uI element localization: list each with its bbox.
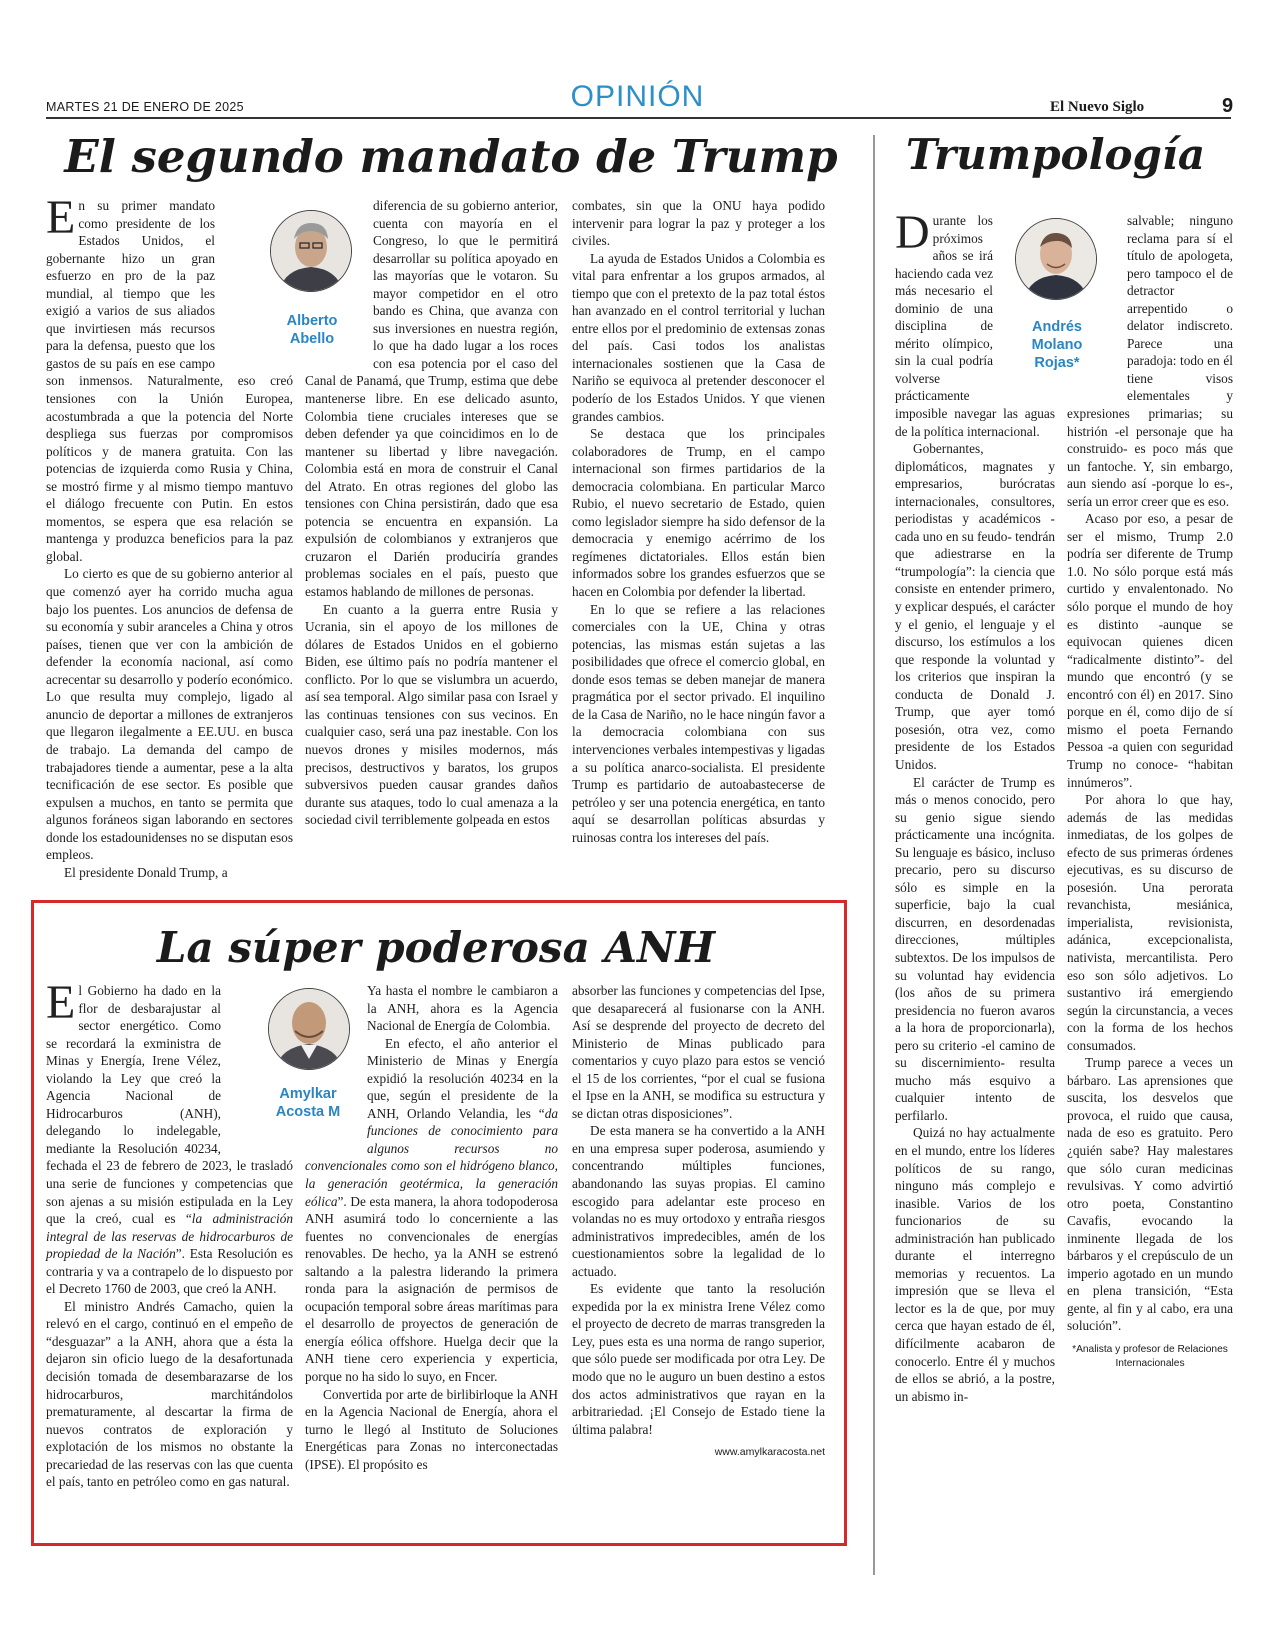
article-title: El segundo mandato de Trump: [64, 130, 838, 183]
article-column: [46, 976, 293, 1491]
author-first-name: Alberto: [286, 313, 338, 329]
paragraph: Trump parece a veces un bárbaro. Las aprensiones que suscita, los desvelos que provoca, el ruido que causa, nada de eso es gratuito. Pero ¿quién sabe? Hay malestares que sólo curan medicinas revulsivas. Y como advirtió otro poeta, Constantino Cavafis, evocando la inminente llegada de los bárbaros y el crepúsculo de un imperio agotado en un mundo en plena transición, “Esta gente, al fin y al cabo, era una solución”.: [1067, 1055, 1233, 1334]
article-column: [572, 197, 825, 846]
paragraph: En lo que se refiere a las relaciones comerciales con la UE, China y otras potencias, las mismas están sujetas a las posibilidades que ofrece el comercio global, en donde esos temas se deben manejar de manera pragmática por el sector privado. El inquilino de la Casa de Nariño, no le hace ningún favor a la democracia colombiana con sus intervenciones verbales intempestivas y ligadas a su política anarco-socialista. El presidente Trump es partidario de autoabastecerse de petróleo y ser una potencia energética, en tanto aquí se desarrollan políticas absurdas y ruinosas contra los intereses del país.: [572, 601, 825, 845]
paragraph: Es evidente que tanto la resolución expedida por la ex ministra Irene Vélez como el proyecto de decreto de marras transgreden la Ley, pues esta es una norma de rango superior, que sólo puede ser modificada por otra Ley. De modo que no le auguro un buen destino a estos dos actos administrativos que rayan en la arbitrariedad. ¡El Consejo de Estado tiene la última palabra!: [572, 1281, 825, 1437]
author-first-name: Amylkar: [279, 1086, 337, 1102]
paragraph: combates, sin que la ONU haya podido intervenir para lograr la paz y proteger a los civiles.: [572, 198, 825, 249]
paragraph: Durante los próximos años se irá haciendo cada vez más necesario el dominio de una disciplina de mérito olímpico, sin la cual podría volverse prácticamente imposible navegar las aguas de la política internacional.: [895, 206, 1055, 439]
article-column: [1067, 212, 1233, 1371]
author-middle-name: Molano: [1031, 337, 1083, 353]
author-last-name: Acosta M: [275, 1104, 341, 1120]
paragraph: El Gobierno ha dado en la flor de desbarajustar al sector energético. Como se recordará la exministra de Minas y Energía, Irene Vélez, violando la Ley que creó la Agencia Nacional de Hidrocarburos (ANH), delegando lo indelegable, mediante la Resolución 40234, fechada el 23 de febrero de 2023, le trasladó una serie de funciones y competencias que son ajenas a su misión estipulada en la Ley que la creó, cual es “la administración integral de las reservas de hidrocarburos de propiedad de la Nación”. Esta Resolución es contraria y va a contrapelo de lo dispuesto por el Decreto 1760 de 2003, que creó la ANH.: [46, 976, 293, 1297]
article-title: La súper poderosa ANH: [156, 923, 716, 972]
author-last-name: Rojas*: [1034, 355, 1080, 371]
paragraph: Ya hasta el nombre le cambiaron a la ANH, ahora es la Agencia Nacional de Energía de Colombia.: [367, 983, 558, 1034]
paragraph: Quizá no hay actualmente en el mundo, entre los líderes políticos de su rango, ninguno más complejo e inasible. Varios de los funcionarios de su administración han publicado durante el interregno memorias y recuentos. La impresión que se lleva el lector es la de que, por muy cerca que hayan estado de él, difícilmente acabaron de conocerlo. Entre él y muchos de ellos se abrió, a la postre, un abismo in-: [895, 1125, 1055, 1404]
paragraph: En efecto, el año anterior el Ministerio de Minas y Energía expidió la resolución 40234 en la que, según el presidente de la ANH, Orlando Velandia, les “da funciones de conocimiento para algunos recursos no convencionales como son el hidrógeno blanco, la generación geotérmica, la generación eólica”. De esta manera, la ahora todopoderosa ANH asumirá todo lo concerniente a las fuentes no convencionales de energías renovables. De hecho, ya la ANH se estrenó saltando a la palestra liderando la primera ronda para la asignación de permisos de ocupación temporal sobre áreas marítimas para el desarrollo de proyectos de generación de energía eólica offshore. Huelga decir que la ANH tiene cero experiencia y experticia, porque no ha sido lo suyo, en Fncer.: [305, 1035, 558, 1385]
section-title: OPINIÓN: [570, 80, 705, 113]
issue-date: MARTES 21 DE ENERO DE 2025: [46, 100, 244, 114]
paragraph: En su primer mandato como presidente de los Estados Unidos, el gobernante hizo un gran esfuerzo en pro de la paz mundial, al tiempo que les exigió a varios de sus aliados que invirtiesen más recursos para la defensa, puesto que los gastos de su país en ese campo son inmensos. Naturalmente, eso creó tensiones con la Unión Europea, acostumbrada a que la potencia del Norte despliega sus fuerzas por compromisos políticos y de manera gratuita. Con las potencias de izquierda como Rusia y China, se mostró firme y al mismo tiempo mantuvo el diálogo frecuente con Putin. En estos momentos, se espera que esa relación se mantenga y produzca beneficios para la paz global.: [46, 191, 293, 564]
article-column: [305, 982, 558, 1473]
column-divider: [873, 135, 875, 1575]
paragraph: absorber las funciones y competencias del Ipse, que desaparecerá al fusionarse con la ANH. Así se desprende del proyecto de decreto del Ministerio de Minas publicado para comentarios y cuyo plazo para estos se venció el 15 de los corrientes, “por el cual se fusiona el Ipse en la ANH, se modifica su estructura y se dictan otras disposiciones”.: [572, 983, 825, 1121]
paragraph: En cuanto a la guerra entre Rusia y Ucrania, sin el apoyo de los millones de dólares de Estados Unidos en el gobierno Biden, ese último país no podría mantener el conflicto. Por lo que se vislumbra un acuerdo, así sea temporal. Algo similar pasa con Israel y las continuas tensiones con sus vecinos. En cualquier caso, será una paz inestable. Con los nuevos drones y misiles modernos, más precisos, destructivos y baratos, los grupos subversivos pueden causar grandes daños durante sus ataques, todo lo cual amenaza a la sociedad civil terriblemente golpeada en estos: [305, 601, 558, 828]
article-title: Trumpología: [905, 130, 1206, 179]
header-rule: [46, 117, 1231, 119]
drop-cap: D: [895, 206, 930, 259]
page-number: 9: [1222, 95, 1234, 117]
paragraph: Convertida por arte de birlibirloque la ANH en la Agencia Nacional de Energía, ahora el turno le llegó al Instituto de Soluciones Energéticas para Zonas no interconectadas (IPSE). El propósito es: [305, 1386, 558, 1472]
drop-cap: E: [46, 191, 76, 244]
article-column: [572, 982, 825, 1462]
newspaper-name: El Nuevo Siglo: [1050, 99, 1145, 115]
paragraph: Se destaca que los principales colaboradores de Trump, en el campo internacional son firmes partidarios de la democracia colombiana. En particular Marco Rubio, el nuevo secretario de Estado, quien como legislador siempre ha sido defensor de la democracia y enemigo acérrimo de los regímenes dictatoriales. Ellos están bien informados sobre los grandes esfuerzos que se hacen en Colombia por defender la libertad.: [572, 426, 825, 600]
author-last-name: Abello: [289, 331, 335, 347]
article-column: [46, 191, 293, 881]
paragraph: De esta manera se ha convertido a la ANH en una empresa super poderosa, asumiendo y concentrando múltiples funciones, abandonando las suyas propias. El camino escogido para adelantar este proceso en volandas no es muy ortodoxo y entraña riesgos administrativos impredecibles, amén de los cuestionamientos sobre la legalidad de lo actuado.: [572, 1123, 825, 1279]
author-first-name: Andrés: [1032, 319, 1082, 335]
quoted-text: la administración integral de las reservas de hidrocarburos de propiedad de la Nación: [46, 1211, 293, 1262]
paragraph: El carácter de Trump es más o menos conocido, pero su genio sigue siendo prácticamente una incógnita. Su lenguaje es básico, incluso precario, pero su discurso sólo es simple en la superficie, bajo la cual discurren, en desordenadas direcciones, múltiples subtextos. De los impulsos de su voluntad hay evidencia (los años de su primera presidencia no fueron avaros a la hora de proporcionarla), pero su criterio -el camino de su discernimiento- resulta mucho más esquivo a cualquier intento de perfilarlo.: [895, 774, 1055, 1123]
paragraph: La ayuda de Estados Unidos a Colombia es vital para enfrentar a los grupos armados, al tiempo que con el pretexto de la paz total éstos han avanzado en el control territorial y luchan entre ellos por el predominio de extensas zonas del país. Casi todos los analistas internacionales sostienen que la Casa de Nariño se equivoca al pretender desconocer el poderío de los Estados Unidos. Y que vienen grandes cambios.: [572, 250, 825, 424]
paragraph: Por ahora lo que hay, además de las medidas inmediatas, de los golpes de efecto de sus primeras órdenes ejecutivas, es su discurso de posesión. Una perorata revanchista, mesiánica, imperialista, revisionista, adánica, excepcionalista, nativista, mercantilista. Pero eso son sólo adjetivos. Lo sustantivo irá emergiendo según la circunstancia, a veces con la forma de los hechos consumados.: [1067, 792, 1233, 1053]
paragraph: El presidente Donald Trump, a: [64, 864, 228, 880]
paragraph: Lo cierto es que de su gobierno anterior al que comenzó ayer ha corrido mucha agua bajo los puentes. Los anuncios de defensa de su economía y subir aranceles a China y otros países, tienen que ver con la ambición de defender la economía nacional, así como acrecentar su desarrollo y poderío económico. Lo que resulta muy complejo, ligado al anuncio de deportar a millones de extranjeros que llegaron ilegalmente a EE.UU. en busca de trabajo. La demanda del campo de trabajadores tiende a aumentar, pese a la alta tecnificación de ese sector. Es posible que expulsen a muchos, en tanto se permita que algunos foráneos sigan laborando en sectores donde los estadounidenses no se disputan esos empleos.: [46, 566, 293, 863]
author-footnote: *Analista y profesor de Relaciones Internacionales: [1072, 1344, 1228, 1369]
drop-cap: E: [46, 976, 76, 1029]
paragraph: Gobernantes, diplomáticos, magnates y empresarios, burócratas internacionales, consultores, periodistas y académicos -cada uno en su feudo- tendrán que adiestrarse en la “trumpología”: la ciencia que consiste en entender primero, y explicar después, el carácter y el genio, el lenguaje y el discurso, los estímulos a los que responde la voluntad y los criterios que inspiran la conducta de Donald J. Trump, que ayer tomó posesión, otra vez, como presidente de los Estados Unidos.: [895, 441, 1055, 772]
author-website: www.amylkaracosta.net: [714, 1446, 825, 1459]
article-column: [895, 206, 1055, 1405]
paragraph: Acaso por eso, a pesar de ser el mismo, Trump 2.0 podría ser diferente de Trump 1.0. No sólo porque está más curtido y envalentonado. No sólo porque el mundo de hoy es distinto -aunque se equivocan quienes dicen “radicalmente distinto”- del mundo que encontró (y se encontró con él) en 2017. Sino porque en él, como dijo de sí mismo el poeta Fernando Pessoa -a quien con seguridad Trump no conoce- “habitan innúmeros”.: [1067, 511, 1233, 790]
paragraph: salvable; ninguno reclama para sí el título de apologeta, pero tampoco el de detractor arrepentido o delator indiscreto. Parece una paradoja: todo en él tiene visos elementales y expresiones primarias; su histrión -el personaje que ha construido- es poco más que un fantoche. Y, sin embargo, aun siendo así -porque lo es-, sería un error creer que es eso.: [1067, 213, 1233, 509]
quoted-text: da funciones de conocimiento para algunos recursos no convencionales como son el hidrógeno blanco, la generación geotérmica, la generación eólica: [305, 1105, 558, 1209]
article-column: [305, 197, 558, 829]
paragraph: El ministro Andrés Camacho, quien la relevó en el cargo, continuó en el empeño de “desguazar” a la ANH, ahora que a ésta la dejaron sin oficio luego de la desafortunada decisión tomada de desembarazarse de los hidrocarburos, marchitándolos prematuramente, al descartar la firma de nuevos contratos de exploración y explotación de los mismos no obstante la precariedad de las reservas con las que cuenta el país, tanto en petróleo como en gas natural.: [46, 1298, 293, 1490]
paragraph: diferencia de su gobierno anterior, cuenta con mayoría en el Congreso, lo que le permitirá desarrollar su política apoyado en las mayorías que le votaron. Su mayor competidor en el otro bando es China, que avanza con sus inversiones en nuestra región, lo que ha dado lugar a los roces con esa potencia por el caso del Canal de Panamá, que Trump, estima que debe mantenerse libre. En ese delicado asunto, Colombia tiene cruciales intereses que se deben defender ya que coincidimos en lo de mantener su libertad y libre navegación. Colombia está en mora de construir el Canal del Atrato. En otras regiones del globo las tensiones con China persistirán, dado que esa potencia se encuentra en expansión. La expulsión de colombianos y extranjeros que cruzaron el Darién produciría grandes problemas sociales en el país, puesto que estamos hablando de millones de personas.: [305, 198, 558, 600]
